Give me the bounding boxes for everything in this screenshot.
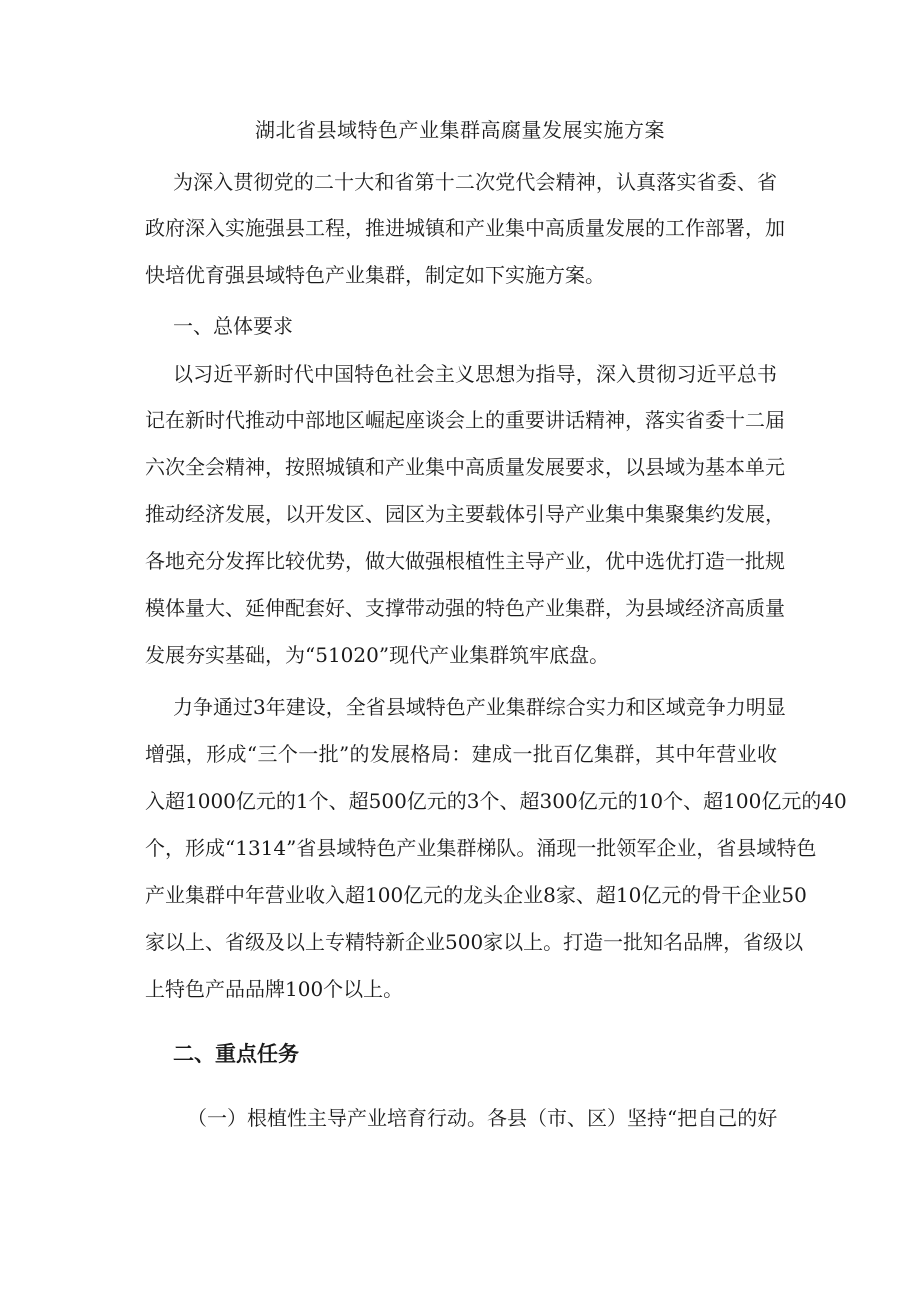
paragraph-line: 家以上、省级及以上专精特新企业500家以上。打造一批知名品牌，省级以 <box>145 930 804 954</box>
intro-line: 快培优育强县域特色产业集群，制定如下实施方案。 <box>145 263 605 287</box>
intro-line: 政府深入实施强县工程，推进城镇和产业集中高质量发展的工作部署，加 <box>145 216 785 240</box>
paragraph-line: 入超1000亿元的1个、超500亿元的3个、超300亿元的10个、超100亿元的40 <box>145 789 847 813</box>
paragraph-line: 个，形成“1314”省县域特色产业集群梯队。涌现一批领军企业，省县域特色 <box>145 836 817 860</box>
paragraph-line: 六次全会精神，按照城镇和产业集中高质量发展要求，以县域为基本单元 <box>145 455 785 479</box>
paragraph-line: 产业集群中年营业收入超100亿元的龙头企业8家、超10亿元的骨干企业50 <box>145 883 807 907</box>
paragraph-line: 发展夯实基础，为“51020”现代产业集群筑牢底盘。 <box>145 643 610 667</box>
paragraph-line: 力争通过3年建设，全省县域特色产业集群综合实力和区域竞争力明显 <box>173 695 786 719</box>
section-heading: 一、总体要求 <box>173 314 293 338</box>
section-heading: 二、重点任务 <box>173 1042 299 1066</box>
paragraph-line: 增强，形成“三个一批”的发展格局：建成一批百亿集群，其中年营业收 <box>145 742 777 766</box>
paragraph-line: 各地充分发挥比较优势，做大做强根植性主导产业，优中选优打造一批规 <box>145 549 785 573</box>
paragraph-line: 推动经济发展，以开发区、园区为主要载体引导产业集中集聚集约发展， <box>145 502 785 526</box>
document-title: 湖北省县域特色产业集群高腐量发展实施方案 <box>255 118 665 142</box>
subsection-line: （一）根植性主导产业培育行动。各县（市、区）坚持“把自己的好 <box>187 1106 778 1130</box>
paragraph-line: 模体量大、延伸配套好、支撑带动强的特色产业集群，为县域经济高质量 <box>145 596 785 620</box>
paragraph-line: 上特色产品品牌100个以上。 <box>145 977 404 1001</box>
paragraph-line: 记在新时代推动中部地区崛起座谈会上的重要讲话精神，落实省委十二届 <box>145 408 785 432</box>
paragraph-line: 以习近平新时代中国特色社会主义思想为指导，深入贯彻习近平总书 <box>173 362 777 386</box>
intro-line: 为深入贯彻党的二十大和省第十二次党代会精神，认真落实省委、省 <box>173 170 777 194</box>
